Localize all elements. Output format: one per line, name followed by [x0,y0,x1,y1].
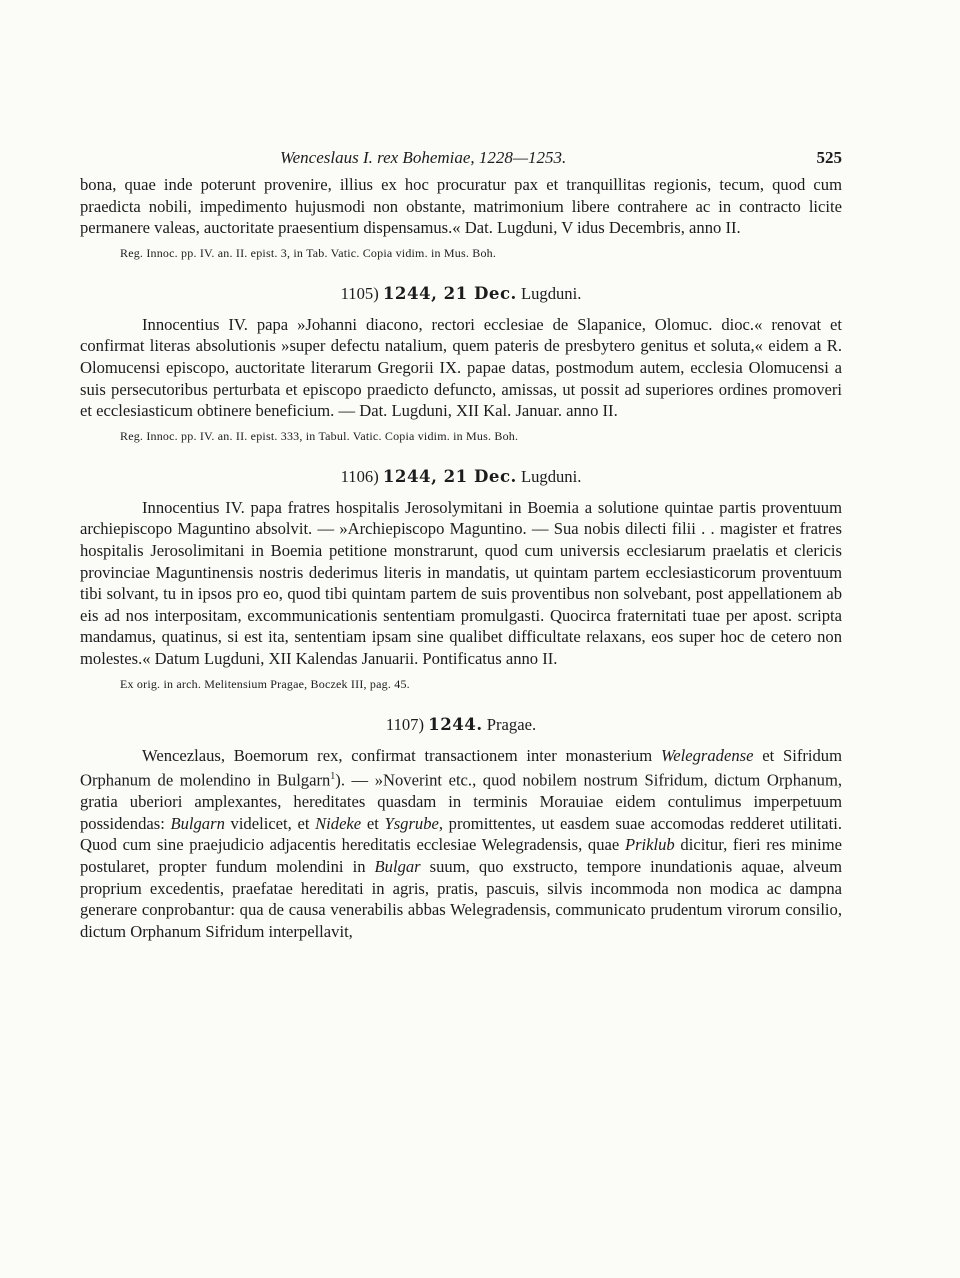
entry-1105-heading [80,283,842,304]
entry-1107-place: Pragae. [486,714,537,734]
place-name-bulgarn: Bulgarn [170,813,225,833]
entry-1106-heading [80,466,842,487]
entry-1107-date: 1244. [428,713,483,734]
entry-1107-text-part: Wencezlaus, Boemorum rex, confirmat transactionem inter monasterium [142,745,661,765]
entry-1107-text-part: suum, quo exstructo, tempore inundationis aquae, alveum proprium excedentis, praefatae hereditati in agris, pratis, pascuis, silvis incommoda non modica ac dampna generare conprobantur: qua de causa venerabilis abbas Welegradensis, communicato prudentum virorum consilio, dictum Orphanum Sifridum interpellavit, [80,857,842,941]
entry-1107-text-part: ). — »Noverint etc., quod nobilem nostrum Sifridum, dictum Orphanum, gratia uberiori amplexantes, hereditates quasdam in terminis Morauiae eidem contulimus imperpetuum possidendas: [80,770,842,833]
place-name-welegradense: Welegradense [660,745,754,765]
continuation-source: Reg. Innoc. pp. IV. an. II. epist. 3, in Tab. Vatic. Copia vidim. in Mus. Boh. [120,245,497,260]
place-name-nideke: Nideke [315,813,362,833]
entry-1106-source: Ex orig. in arch. Melitensium Pragae, Boczek III, pag. 45. [120,676,410,691]
entry-1107-text [80,745,842,943]
entry-1107-text-part: dicitur, fieri res minime postularet, propter fundum molendini in [80,835,842,876]
entry-1106-number: 1106) [340,466,379,486]
entry-1105-source: Reg. Innoc. pp. IV. an. II. epist. 333, in Tabul. Vatic. Copia vidim. in Mus. Boh. [120,428,519,443]
running-head [80,148,842,174]
place-name-ysgrube: Ysgrube [384,813,439,833]
page-number: 525 [816,148,842,167]
entry-1105-place: Lugduni. [520,283,582,303]
footnote-marker: 1 [330,771,336,783]
place-name-priklub: Priklub [624,835,675,855]
entry-1107-text-part: et Sifridum Orphanum de molendino in Bulgarn [80,745,842,790]
entry-1106-place: Lugduni. [520,466,582,486]
entry-1106-date: 1244, 21 Dec. [382,465,517,486]
entry-1106-text: Innocentius IV. papa fratres hospitalis Jerosolymitani in Boemia a solutione quintae partis proventuum archiepiscopo Maguntino absolvit. — »Archiepiscopo Maguntino. — Sua nobis dilecti filii . . magister et fratres hospitalis Jerosolimitani in Boemia petitione monstrarunt, quod cum universis ecclesiarum praelatis et clericis provinciae Maguntinensis nostris dederimus literis in mandatis, ut quintam partem ecclesiasticorum proventuum tibi solvant, tu in ipsos pro eo, quod tibi quintam partem de suis proventibus non solvebant, post appellationem ab eis ad nos interpositam, excommunicationis sententiam promulgasti. Quocirca fraternitati tuae per apost. scripta mandamus, quatinus, si est ita, sententiam ipsam sine qualibet difficultate relaxans, eos super hoc de cetero non molestes.« Datum Lugduni, XII Kalendas Januarii. Pontificatus anno II. [80,497,842,668]
entry-1107-text-part: videlicet, et [224,813,316,833]
entry-1107-text-part: et [361,813,385,833]
entry-1105-date: 1244, 21 Dec. [382,282,517,303]
entry-1105-text: Innocentius IV. papa »Johanni diacono, rectori ecclesiae de Slapanice, Olomuc. dioc.« renovat et confirmat literas absolutionis »super defectu natalium, quem pateris de presbytero genitus et soluta,« eidem a R. Olomucensi episcopo, auctoritate literarum Gregorii IX. papae datas, postmodum autem, ecclesia Olomucensi a suis persecutoribus perturbata et episcopo praedicto defuncto, amissas, ut possit ad superiores ordines promoveri et ecclesiasticum obtinere beneficium. — Dat. Lugduni, XII Kal. Januar. anno II. [80,314,842,421]
document-page [80,148,842,942]
place-name-bulgar: Bulgar [374,857,421,876]
entry-1107-number: 1107) [385,714,425,734]
entry-1107-text-part: , promittentes, ut easdem suae accomodas redderet utilitati. Quod cum sine praejudicio adjacentis hereditatis ecclesiae Welegradensis, quae [80,813,842,855]
entry-1105-number: 1105) [340,283,379,303]
entry-1107-heading [80,714,842,735]
continuation-text: bona, quae inde poterunt provenire, illius ex hoc procuratur pax et tranquillitas regionis, tecum, quod cum praedicta nobili, impedimento hujusmodi non obstante, matrimonium libere contrahere ac in contracto licite permanere valeas, auctoritate praesentium dispensamus.« Dat. Lugduni, V idus Decembris, anno II. [80,175,842,238]
running-title: Wenceslaus I. rex Bohemiae, 1228—1253. [280,148,567,167]
